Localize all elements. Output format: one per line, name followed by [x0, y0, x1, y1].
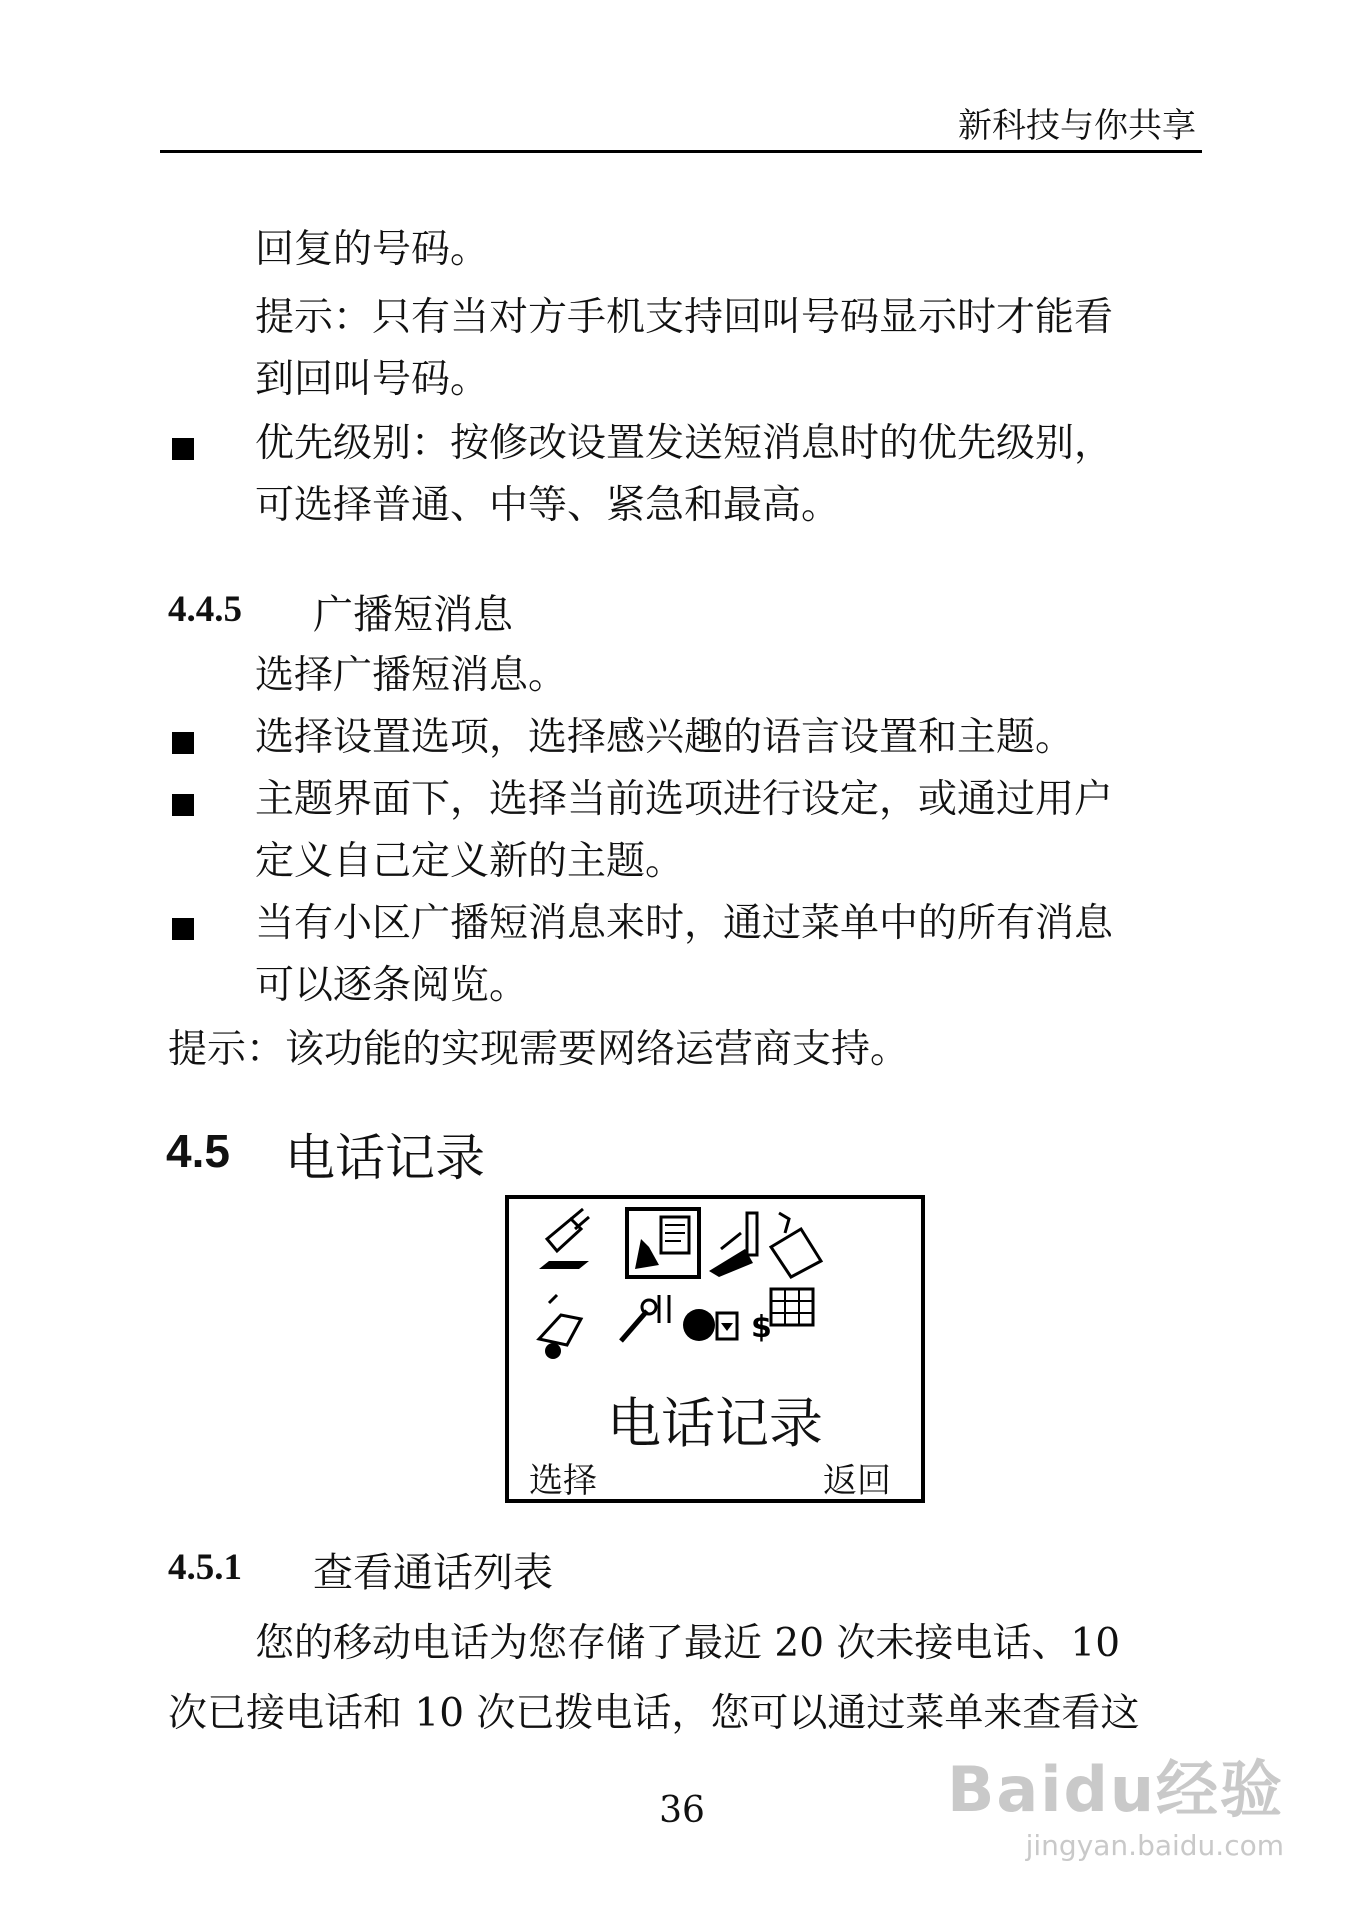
bullet-text: 可以逐条阅览。 — [255, 963, 529, 1008]
bullet-icon — [172, 732, 194, 754]
call-log-icon — [627, 1209, 699, 1277]
profiles-icon — [709, 1213, 757, 1277]
chapter-number: 4.5 — [166, 1125, 230, 1177]
right-softkey: 返回 — [823, 1461, 891, 1501]
header-rule — [160, 150, 1202, 153]
phonebook-icon — [771, 1213, 821, 1277]
phone-menu-title: 电话记录 — [607, 1392, 823, 1455]
para-line: 次已接电话和 10 次已拨电话，您可以通过菜单来查看这 — [168, 1691, 1140, 1736]
section-title: 广播短消息 — [313, 592, 513, 638]
tip-line: 提示：只有当对方手机支持回叫号码显示时才能看 — [255, 295, 1114, 340]
phone-screen-illustration — [505, 1195, 925, 1503]
section-title: 查看通话列表 — [313, 1550, 553, 1596]
bullet-text: 选择设置选项，选择感兴趣的语言设置和主题。 — [255, 715, 1075, 760]
bullet-text: 可选择普通、中等、紧急和最高。 — [255, 483, 841, 528]
sms-icon — [539, 1209, 589, 1269]
chapter-title: 电话记录 — [285, 1129, 485, 1187]
section-number: 4.5.1 — [168, 1547, 242, 1588]
bullet-text: 优先级别：按修改设置发送短消息时的优先级别， — [255, 421, 1114, 466]
left-softkey: 选择 — [529, 1461, 597, 1501]
bullet-icon — [172, 794, 194, 816]
page-number: 36 — [659, 1790, 705, 1831]
svg-text:$: $ — [751, 1310, 772, 1345]
tip-line: 提示：该功能的实现需要网络运营商支持。 — [168, 1027, 910, 1072]
watermark-url: jingyan.baidu.com — [1025, 1829, 1284, 1862]
watermark — [947, 1740, 1284, 1862]
calculator-icon — [751, 1289, 813, 1345]
para-line: 回复的号码。 — [255, 227, 490, 272]
section-number: 4.4.5 — [168, 589, 242, 630]
bullet-text: 定义自己定义新的主题。 — [255, 839, 685, 884]
bullet-text: 当有小区广播短消息来时，通过菜单中的所有消息 — [255, 901, 1114, 946]
bullet-icon — [172, 438, 194, 460]
tools-icon — [621, 1295, 669, 1341]
watermark-brand: Baidu经验 — [947, 1753, 1284, 1826]
bullet-text: 主题界面下，选择当前选项进行设定，或通过用户 — [255, 777, 1114, 822]
para-line: 选择广播短消息。 — [255, 653, 568, 698]
settings-icon — [539, 1295, 581, 1359]
para-line: 您的移动电话为您存储了最近 20 次未接电话、10 — [255, 1621, 1121, 1666]
bullet-icon — [172, 918, 194, 940]
tip-line: 到回叫号码。 — [255, 357, 490, 402]
header-title: 新科技与你共享 — [958, 106, 1196, 146]
games-icon — [683, 1309, 737, 1341]
